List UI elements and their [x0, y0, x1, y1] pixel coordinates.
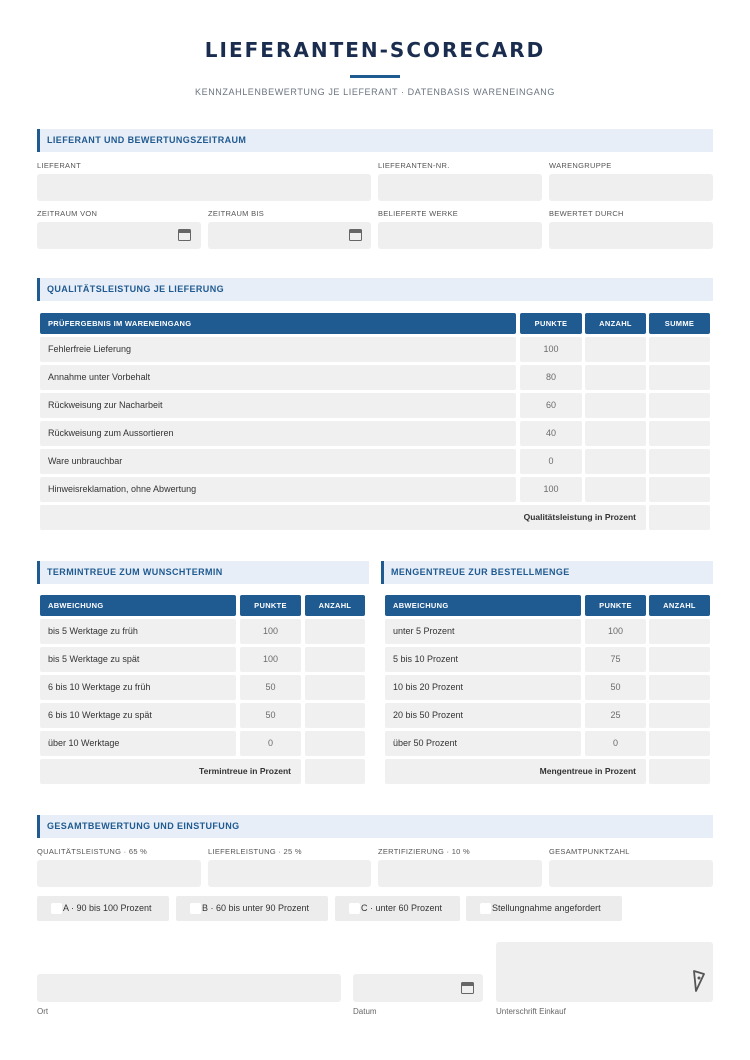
quality-weight-field[interactable] [37, 860, 201, 887]
delivery-row-count-input[interactable] [305, 619, 365, 644]
rated-by-label: BEWERTET DURCH [549, 209, 624, 218]
page-title: LIEFERANTEN-SCORECARD [204, 38, 546, 62]
delivery-row-count-input[interactable] [305, 731, 365, 756]
quantity-row-count-input[interactable] [649, 731, 710, 756]
quantity-header-points: PUNKTE [585, 595, 646, 616]
certification-weight-label: ZERTIFIZIERUNG · 10 % [378, 847, 471, 856]
quality-row-points: 60 [520, 393, 582, 418]
quality-header-result: PRÜFERGEBNIS IM WARENEINGANG [40, 313, 516, 334]
delivery-row-count-input[interactable] [305, 703, 365, 728]
quantity-row-label: 20 bis 50 Prozent [385, 703, 581, 728]
period-to-label: ZEITRAUM BIS [208, 209, 265, 218]
checkbox[interactable] [51, 903, 62, 914]
quantity-row-points: 0 [585, 731, 646, 756]
section-quality-heading: QUALITÄTSLEISTUNG JE LIEFERUNG [37, 278, 713, 301]
quality-row-points: 100 [520, 477, 582, 502]
delivery-row-points: 50 [240, 703, 301, 728]
quality-row-sum-input[interactable] [649, 421, 710, 446]
calendar-icon[interactable] [461, 982, 474, 994]
delivery-row-points: 50 [240, 675, 301, 700]
quality-row-points: 100 [520, 337, 582, 362]
delivery-weight-label: LIEFERLEISTUNG · 25 % [208, 847, 302, 856]
period-from-label: ZEITRAUM VON [37, 209, 98, 218]
plants-field[interactable] [378, 222, 542, 249]
rating-c-label: C · unter 60 Prozent [361, 903, 443, 913]
delivery-header-deviation: ABWEICHUNG [40, 595, 236, 616]
signature-field[interactable] [496, 942, 713, 1002]
quantity-row-count-input[interactable] [649, 675, 710, 700]
period-from-field[interactable] [37, 222, 201, 249]
plants-label: BELIEFERTE WERKE [378, 209, 459, 218]
calendar-icon[interactable] [349, 229, 362, 241]
quantity-row-points: 25 [585, 703, 646, 728]
quality-header-count: ANZAHL [585, 313, 646, 334]
rating-c-option[interactable] [335, 896, 460, 921]
quality-row-label: Rückweisung zur Nacharbeit [40, 393, 516, 418]
quantity-row-count-input[interactable] [649, 647, 710, 672]
quality-weight-label: QUALITÄTSLEISTUNG · 65 % [37, 847, 148, 856]
delivery-row-count-input[interactable] [305, 675, 365, 700]
quality-row-label: Hinweisreklamation, ohne Abwertung [40, 477, 516, 502]
quality-total-input[interactable] [649, 505, 710, 530]
quantity-row-points: 100 [585, 619, 646, 644]
quantity-header-count: ANZAHL [649, 595, 710, 616]
signature-label: Unterschrift Einkauf [496, 1007, 566, 1016]
quantity-row-count-input[interactable] [649, 619, 710, 644]
period-to-field[interactable] [208, 222, 371, 249]
rating-b-option[interactable] [176, 896, 328, 921]
total-score-label: GESAMTPUNKTZAHL [549, 847, 630, 856]
delivery-weight-field[interactable] [208, 860, 371, 887]
delivery-total-input[interactable] [305, 759, 365, 784]
total-score-field[interactable] [549, 860, 713, 887]
product-group-field[interactable] [549, 174, 713, 201]
delivery-header-count: ANZAHL [305, 595, 365, 616]
delivery-row-count-input[interactable] [305, 647, 365, 672]
delivery-header-points: PUNKTE [240, 595, 301, 616]
supplier-number-label: LIEFERANTEN-NR. [378, 161, 450, 170]
place-label: Ort [37, 1007, 49, 1016]
calendar-icon[interactable] [178, 229, 191, 241]
product-group-label: WARENGRUPPE [549, 161, 612, 170]
delivery-row-points: 100 [240, 619, 301, 644]
checkbox[interactable] [349, 903, 360, 914]
statement-requested-label: Stellungnahme angefordert [492, 903, 601, 913]
date-label: Datum [353, 1007, 377, 1016]
rating-b-label: B · 60 bis unter 90 Prozent [202, 903, 310, 913]
checkbox[interactable] [190, 903, 201, 914]
quantity-row-count-input[interactable] [649, 703, 710, 728]
delivery-row-points: 0 [240, 731, 301, 756]
quality-row-label: Fehlerfreie Lieferung [40, 337, 516, 362]
quality-row-label: Ware unbrauchbar [40, 449, 516, 474]
quality-row-label: Rückweisung zum Aussortieren [40, 421, 516, 446]
supplier-label: LIEFERANT [37, 161, 81, 170]
quality-row-points: 0 [520, 449, 582, 474]
quality-row-sum-input[interactable] [649, 477, 710, 502]
certification-weight-field[interactable] [378, 860, 542, 887]
delivery-total-label: Termintreue in Prozent [40, 759, 301, 784]
quality-row-count-input[interactable] [585, 477, 646, 502]
quantity-row-label: unter 5 Prozent [385, 619, 581, 644]
quality-row-sum-input[interactable] [649, 393, 710, 418]
section-quantity-heading: MENGENTREUE ZUR BESTELLMENGE [381, 561, 713, 584]
rating-a-label: A · 90 bis 100 Prozent [63, 903, 152, 913]
quantity-row-label: über 50 Prozent [385, 731, 581, 756]
quantity-row-points: 75 [585, 647, 646, 672]
quantity-total-label: Mengentreue in Prozent [385, 759, 646, 784]
page-subtitle: KENNZAHLENBEWERTUNG JE LIEFERANT · DATENBASIS WARENEINGANG [194, 87, 556, 97]
quantity-row-points: 50 [585, 675, 646, 700]
quality-header-points: PUNKTE [520, 313, 582, 334]
rated-by-field[interactable] [549, 222, 713, 249]
quality-row-count-input[interactable] [585, 421, 646, 446]
quality-header-sum: SUMME [649, 313, 710, 334]
quantity-header-deviation: ABWEICHUNG [385, 595, 581, 616]
delivery-row-label: über 10 Werktage [40, 731, 236, 756]
quality-row-sum-input[interactable] [649, 449, 710, 474]
quality-row-points: 40 [520, 421, 582, 446]
supplier-number-field[interactable] [378, 174, 542, 201]
quality-row-count-input[interactable] [585, 365, 646, 390]
quality-row-sum-input[interactable] [649, 337, 710, 362]
section-overall-heading: GESAMTBEWERTUNG UND EINSTUFUNG [37, 815, 713, 838]
quality-row-count-input[interactable] [585, 393, 646, 418]
quality-row-count-input[interactable] [585, 449, 646, 474]
delivery-row-label: bis 5 Werktage zu spät [40, 647, 236, 672]
delivery-row-label: 6 bis 10 Werktage zu früh [40, 675, 236, 700]
rating-a-option[interactable] [37, 896, 169, 921]
delivery-row-points: 100 [240, 647, 301, 672]
pen-icon [691, 969, 707, 993]
quantity-row-label: 5 bis 10 Prozent [385, 647, 581, 672]
quality-total-label: Qualitätsleistung in Prozent [40, 505, 646, 530]
delivery-row-label: 6 bis 10 Werktage zu spät [40, 703, 236, 728]
title-underline [350, 75, 400, 78]
quality-row-points: 80 [520, 365, 582, 390]
quality-row-count-input[interactable] [585, 337, 646, 362]
place-field[interactable] [37, 974, 341, 1002]
section-delivery-heading: TERMINTREUE ZUM WUNSCHTERMIN [37, 561, 369, 584]
checkbox[interactable] [480, 903, 491, 914]
quantity-row-label: 10 bis 20 Prozent [385, 675, 581, 700]
section-supplier-heading: LIEFERANT UND BEWERTUNGSZEITRAUM [37, 129, 713, 152]
supplier-field[interactable] [37, 174, 371, 201]
quality-row-label: Annahme unter Vorbehalt [40, 365, 516, 390]
quantity-total-input[interactable] [649, 759, 710, 784]
delivery-row-label: bis 5 Werktage zu früh [40, 619, 236, 644]
quality-row-sum-input[interactable] [649, 365, 710, 390]
statement-requested-option[interactable] [466, 896, 622, 921]
